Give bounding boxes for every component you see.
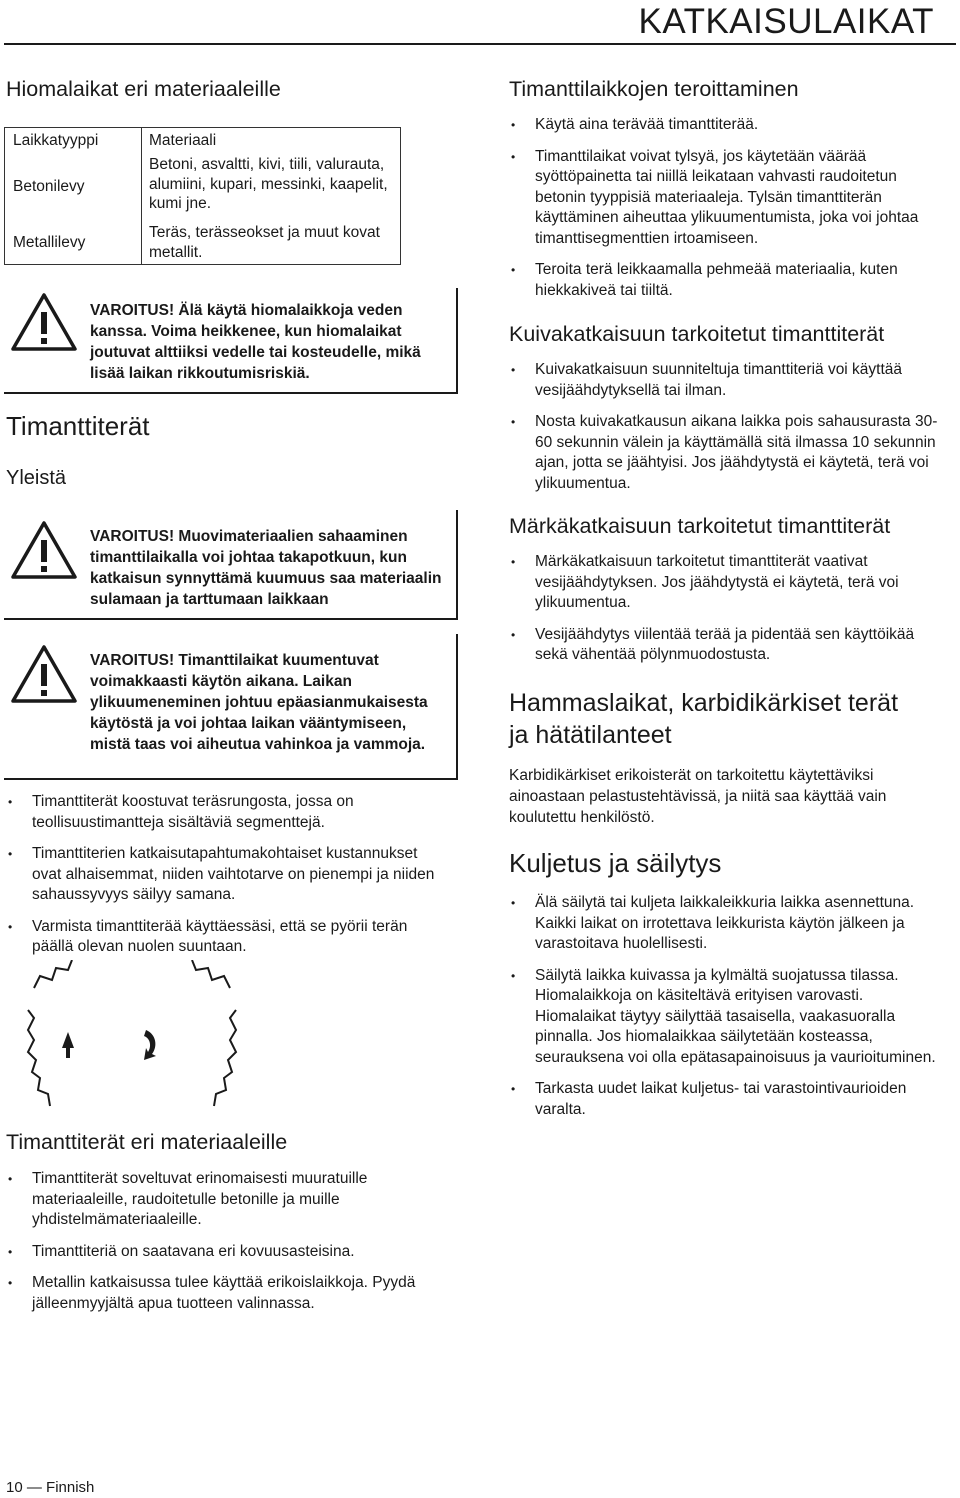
list-item: • Märkäkatkaisuun tarkoitetut timanttiterät vaativat vesijäähdytyksen. Jos jäähdytystä ei käytetä, terä voi ylikuumentua.: [509, 552, 939, 614]
warning-body: Timanttilaikat kuumentuvat voimakkaasti käytön aikana. Laikan ylikuumeneminen johtuu epäasianmukaisesta käytöstä ja voi johtaa laikan vääntymiseen, mistä taas voi aiheutua vahinkoa ja vammoja.: [90, 652, 428, 753]
warning-triangle-icon: [10, 520, 78, 580]
section-title-sharpening: Timanttilaikkojen teroittaminen: [509, 77, 799, 101]
footer-dash: —: [26, 1479, 42, 1496]
section-title-diamond-blades: Timanttiterät: [6, 411, 150, 441]
list-item: • Teroita terä leikkaamalla pehmeää materiaalia, kuten hiekkakiveä tai tiiltä.: [509, 260, 939, 301]
section-title-transport-storage: Kuljetus ja säilytys: [509, 848, 722, 878]
table-cell-type: Betonilevy: [13, 178, 85, 195]
list-item: • Nosta kuivakatkausun aikana laikka pois sahausurasta 30-60 sekunnin välein ja käyttämällä sitä ilmassa 10 sekunnin ajan, jotta se jäähtyisi. Jos jäähdytystä ei käytetä, terä voi ylikuumentua.: [509, 412, 939, 494]
list-item: • Tarkasta uudet laikat kuljetus- tai varastointivaurioiden varalta.: [509, 1079, 939, 1120]
bullet-list: [6, 792, 446, 958]
page-header-title: KATKAISULAIKAT: [638, 2, 934, 41]
warning-lead: VAROITUS!: [90, 528, 175, 545]
list-item: • Säilytä laikka kuivassa ja kylmältä suojatussa tilassa. Hiomalaikkoja on käsiteltävä erityisen varovasti. Hiomalaikat täytyy säilyttää tasaisella, vaakasuoralla pinnalla. Jos hiomalaikkaa säilytetään kosteassa, seurauksena voi olla epätasapainoisuus ja vaurioituminen.: [509, 966, 939, 1069]
bullet-list: [509, 360, 939, 494]
section-title-toothed-blades: [509, 687, 898, 751]
list-item: • Timanttiterät koostuvat teräsrungosta, jossa on teollisuustimantteja sisältäviä segmenttejä.: [6, 792, 446, 833]
warning-triangle-icon: [10, 644, 78, 704]
warning-box: [4, 634, 458, 780]
section-title-line: Hammaslaikat, karbidikärkiset terät: [509, 689, 899, 717]
list-item: • Vesijäähdytys viilentää terää ja pidentää sen käyttöikää sekä vähentää pölynmuodostusta.: [509, 625, 939, 666]
list-item: • Timanttilaikat voivat tylsyä, jos käytetään väärää syöttöpainetta tai niillä leikataan vahvasti raudoitetun betonin tyyppisiä materiaaleja. Tylsän timanttiterän käyttäminen aiheuttaa ylikuumentumista, joka voi johtaa timanttisegmenttien irtoamiseen.: [509, 147, 939, 250]
diamond-blade-illustration: [24, 960, 240, 1110]
table-divider: [141, 128, 142, 264]
warning-lead: VAROITUS!: [90, 652, 175, 669]
section-title-grinding-discs: Hiomalaikat eri materiaaleille: [6, 77, 281, 101]
list-item: • Käytä aina terävää timanttiterää.: [509, 115, 939, 136]
warning-body: Älä käytä hiomalaikkoja veden kanssa. Voima heikkenee, kun hiomalaikat joutuvat alttiiksi vedelle tai kosteudelle, mikä lisää laikan rikkoutumisriskiä.: [90, 302, 421, 382]
list-item: • Varmista timanttiterää käyttäessäsi, että se pyörii terän päällä olevan nuolen suuntaan.: [6, 917, 446, 958]
list-item: • Kuivakatkaisuun suunniteltuja timanttiteriä voi käyttää vesijäähdytyksellä tai ilman.: [509, 360, 939, 401]
warning-text: [90, 526, 450, 610]
materials-table: [4, 127, 401, 265]
list-item: • Metallin katkaisussa tulee käyttää erikoislaikkoja. Pyydä jälleenmyyjältä apua tuotteen valinnassa.: [6, 1273, 446, 1314]
warning-text: [90, 650, 450, 755]
bullet-list: [509, 552, 939, 666]
table-header-disc-type: Laikkatyyppi: [13, 132, 99, 149]
bullet-list: [509, 893, 939, 1120]
list-item: • Timanttiterät soveltuvat erinomaisesti muuratuille materiaaleille, raudoitetulle betonille ja muille yhdistelmämateriaaleille.: [6, 1169, 446, 1231]
section-title-diamond-blades-materials: Timanttiterät eri materiaaleille: [6, 1130, 288, 1154]
warning-box: [4, 510, 458, 620]
page-footer: [6, 1479, 94, 1496]
table-cell-material: Teräs, terässeokset ja muut kovat metallit.: [149, 224, 380, 261]
warning-triangle-icon: [10, 292, 78, 352]
list-item: • Älä säilytä tai kuljeta laikkaleikkuria laikka asennettuna. Kaikki laikat on irrotettava leikkurista käytön jälkeen ja varastoitava huolellisesti.: [509, 893, 939, 955]
bullet-list: [6, 1169, 446, 1314]
section-title-line: ja hätätilanteet: [509, 721, 672, 749]
list-item: • Timanttiterien katkaisutapahtumakohtaiset kustannukset ovat alhaisemmat, niiden vaihtotarve on pienempi ja niiden sahaussyvyys säilyy samana.: [6, 844, 446, 906]
warning-box: [4, 288, 458, 394]
carbide-paragraph: Karbidikärkiset erikoisterät on tarkoitettu käytettäviksi ainoastaan pelastustehtävissä, ja niitä saa käyttää vain koulutettu henkilöstö.: [509, 767, 887, 826]
header-rule: [4, 43, 956, 45]
list-item: • Timanttiteriä on saatavana eri kovuusasteisina.: [6, 1242, 446, 1263]
section-title-dry-cutting: Kuivakatkaisuun tarkoitetut timanttiterät: [509, 322, 885, 346]
table-cell-type: Metallilevy: [13, 234, 86, 251]
table-header-material: Materiaali: [149, 132, 217, 149]
page-number: 10: [6, 1479, 23, 1496]
warning-lead: VAROITUS!: [90, 302, 175, 319]
warning-text: [90, 300, 450, 384]
section-title-wet-cutting: Märkäkatkaisuun tarkoitetut timanttiterät: [509, 514, 891, 538]
table-cell-material: Betoni, asvaltti, kivi, tiili, valurauta, alumiini, kupari, messinki, kaapelit, kumi jne.: [149, 156, 388, 212]
footer-language: Finnish: [46, 1479, 95, 1496]
subsection-title-general: Yleistä: [6, 467, 67, 489]
bullet-list: [509, 115, 939, 301]
warning-body: Muovimateriaalien sahaaminen timanttilaikalla voi johtaa takapotkuun, kun katkaisun synnyttämä kuumuus saa materiaalin sulamaan ja tarttumaan laikkaan: [90, 528, 442, 608]
